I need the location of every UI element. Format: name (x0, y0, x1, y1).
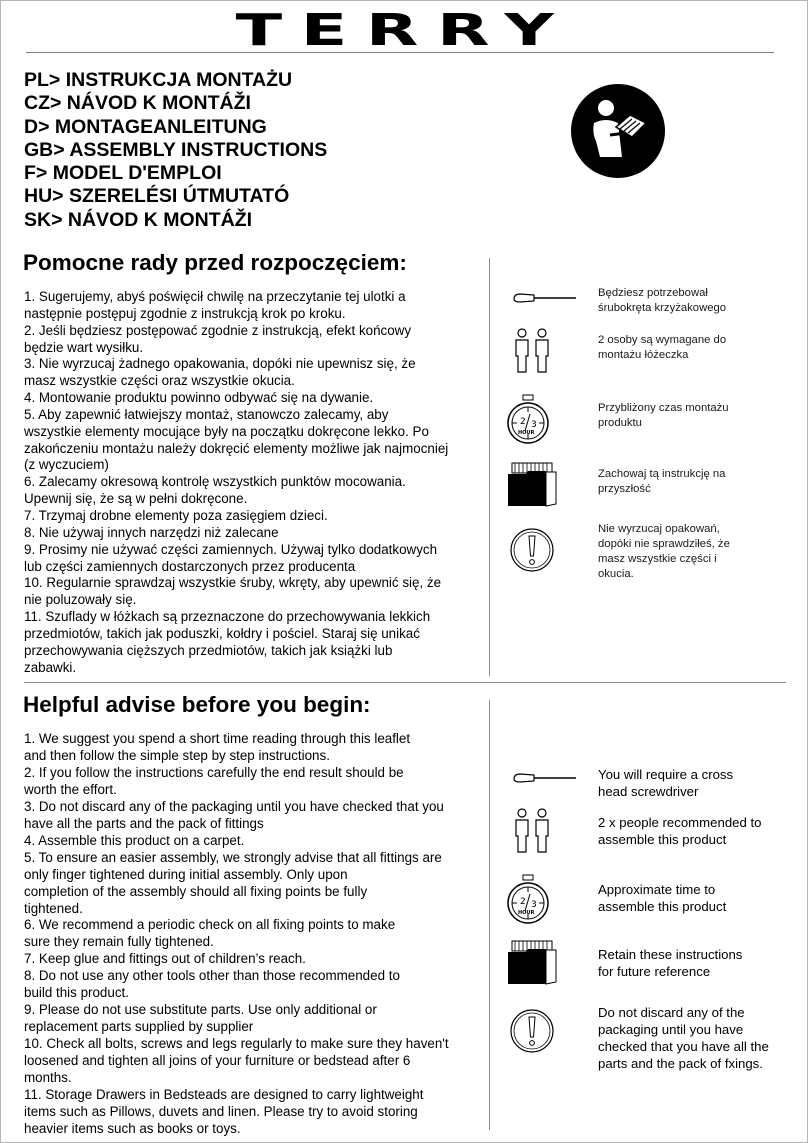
list-item: 1. Sugerujemy, abyś poświęcił chwilę na przeczytanie tej ulotki a następnie postępuj zgodnie z instrukcją krok po kroku. (24, 289, 406, 321)
list-item: 2. If you follow the instructions carefully the end result should be worth the effort. (24, 764, 404, 797)
stopwatch-denominator: 3 (531, 900, 537, 910)
gb-tip-time: Approximate time to assemble this product (598, 882, 727, 914)
title-sk: SK> NÁVOD K MONTÁŽI (24, 208, 253, 231)
folder-icon (506, 940, 576, 990)
stopwatch-unit: HOUR (518, 910, 535, 916)
pl-tip-screwdriver: Będziesz potrzebował śrubokręta krzyżakowego (598, 287, 727, 314)
list-item: 9. Prosimy nie używać części zamiennych. Używaj tylko dodatkowych lub części zamiennych dostarczonych przez producenta (24, 541, 438, 574)
language-titles (24, 69, 327, 232)
two-people-icon (506, 808, 576, 858)
list-item: 4. Assemble this product on a carpet. (24, 832, 245, 848)
two-people-icon (506, 328, 576, 378)
list-item: 2. Jeśli będziesz postępować zgodnie z instrukcją, efekt końcowy będzie wart wysiłku. (24, 322, 412, 355)
list-item: 5. To ensure an easier assembly, we strongly advise that all fittings are only finger tightened during initial assembly. Only upon completion of the assembly should all fixing points be fully tightened. (24, 849, 442, 916)
gb-tip-screwdriver: You will require a cross head screwdriver (598, 767, 734, 799)
list-item: 11. Storage Drawers in Bedsteads are designed to carry lightweight items such as Pillows, duvets and linen. Please try to avoid storing heavier items such as books or toys. (24, 1087, 424, 1136)
title-fr: F> MODEL D'EMPLOI (24, 162, 222, 185)
pl-tip-keep: Zachowaj tą instrukcję na przyszłość (598, 468, 726, 495)
header-divider (26, 52, 774, 53)
list-item: 6. Zalecamy okresową kontrolę wszystkich punktów mocowania. Upewnij się, że są w pełni dokręcone. (24, 474, 406, 507)
list-item: 5. Aby zapewnić łatwiejszy montaż, stanowczo zalecamy, aby wszystkie elementy mocujące były na początku dokręcone lekko. Po zakończeniu montażu należy dokręcić elementy możliwe jak najmocniej (z wyczuciem) (24, 406, 449, 473)
pl-tip-people: 2 osoby są wymagane do montażu łóżeczka (598, 334, 727, 361)
pl-column-divider (489, 258, 490, 676)
pl-steps-list (24, 289, 448, 676)
screwdriver-icon (506, 758, 576, 808)
gb-tip-people: 2 x people recommended to assemble this product (598, 815, 762, 847)
stopwatch-denominator: 3 (531, 420, 537, 430)
gb-column-divider (489, 700, 490, 1130)
pl-tip-warning: Nie wyrzucaj opakowań, dopóki nie sprawdziłeś, że masz wszystkie części i okucia. (598, 523, 730, 580)
list-item: 10. Check all bolts, screws and legs regularly to make sure they haven't loosened and tighten all joins of your furniture or bedstead after 6 months. (24, 1036, 449, 1086)
list-item: 7. Keep glue and fittings out of children’s reach. (24, 951, 306, 967)
brand-logo: TERRY (235, 5, 573, 56)
title-pl: PL> INSTRUKCJA MONTAŻU (24, 69, 293, 91)
title-cz: CZ> NÁVOD K MONTÁŽI (24, 92, 251, 115)
read-manual-icon (570, 83, 666, 179)
list-item: 8. Do not use any other tools other than those recommended to build this product. (24, 968, 400, 1001)
list-item: 9. Please do not use substitute parts. Use only additional or replacement parts supplied by supplier (24, 1002, 377, 1035)
pl-section-title: Pomocne rady przed rozpoczęciem: (23, 250, 407, 275)
list-item: 3. Nie wyrzucaj żadnego opakowania, dopóki nie upewnisz się, że masz wszystkie części oraz wszystkie okucia. (24, 356, 416, 389)
list-item: 8. Nie używaj innych narzędzi niż zalecane (24, 524, 279, 540)
title-de: D> MONTAGEANLEITUNG (24, 115, 267, 138)
stopwatch-unit: HOUR (518, 430, 535, 436)
stopwatch-numerator: 2 (520, 417, 526, 427)
list-item: 3. Do not discard any of the packaging until you have checked that you have all the parts and the pack of fittings (24, 798, 444, 831)
pl-tip-time: Przybliżony czas montażu produktu (598, 402, 729, 429)
stopwatch-numerator: 2 (520, 897, 526, 907)
gb-tip-warning: Do not discard any of the packaging until you have checked that you have all the parts and the pack of fxings. (598, 1005, 769, 1071)
title-hu: HU> SZERELÉSI ÚTMUTATÓ (24, 185, 290, 208)
screwdriver-icon (506, 278, 576, 328)
list-item: 1. We suggest you spend a short time reading through this leaflet and then follow the simple step by step instructions. (24, 731, 411, 763)
list-item: 11. Szuflady w łóżkach są przeznaczone do przechowywania lekkich przedmiotów, takich jak poduszki, kołdry i pościel. Staraj się unikać przechowywania cięższych przedmiotów, takich jak książki lub zabawki. (24, 609, 431, 675)
warning-icon (506, 1008, 576, 1058)
list-item: 10. Regularnie sprawdzaj wszystkie śruby, wkręty, aby upewnić się, że nie poluzowały się. (24, 575, 442, 608)
section-divider (24, 682, 786, 683)
gb-section-title: Helpful advise before you begin: (23, 692, 371, 717)
folder-icon (506, 462, 576, 512)
stopwatch-icon (506, 393, 576, 449)
list-item: 4. Montowanie produktu powinno odbywać się na dywanie. (24, 390, 374, 406)
stopwatch-icon (506, 873, 576, 929)
title-gb: GB> ASSEMBLY INSTRUCTIONS (24, 138, 328, 161)
warning-icon (506, 527, 576, 577)
list-item: 6. We recommend a periodic check on all fixing points to make sure they remain fully tightened. (24, 917, 396, 950)
gb-steps-list (24, 731, 449, 1138)
list-item: 7. Trzymaj drobne elementy poza zasięgiem dzieci. (24, 507, 328, 523)
gb-tip-keep: Retain these instructions for future reference (598, 947, 743, 979)
